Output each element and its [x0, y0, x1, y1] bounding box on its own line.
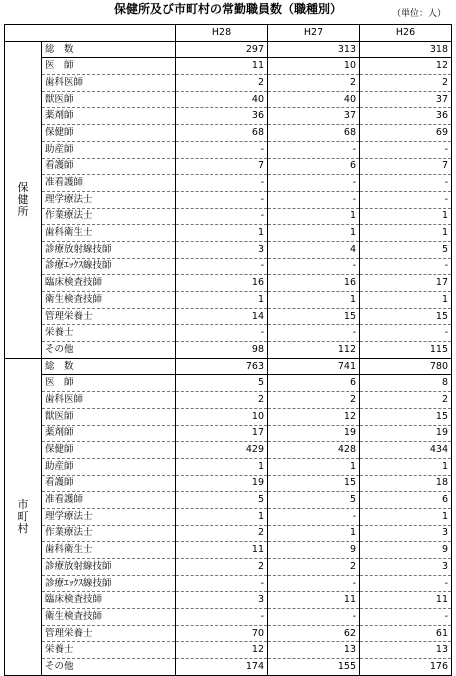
table-row — [5, 609, 452, 626]
cell-value: 19 — [360, 425, 452, 442]
cell-value: 318 — [360, 41, 452, 58]
header-year: H28 — [176, 25, 268, 42]
row-label: 管理栄養士 — [42, 625, 176, 642]
row-label: 獣医師 — [42, 408, 176, 425]
cell-value: 36 — [360, 108, 452, 125]
cell-value: 16 — [268, 275, 360, 292]
table-row — [5, 308, 452, 325]
cell-value: 14 — [176, 308, 268, 325]
row-label: 准看護師 — [42, 175, 176, 192]
cell-value: 98 — [176, 342, 268, 359]
cell-value: 2 — [176, 392, 268, 409]
cell-value: - — [176, 575, 268, 592]
cell-value: 2 — [360, 75, 452, 92]
row-label: 総 数 — [42, 358, 176, 375]
cell-value: 15 — [360, 308, 452, 325]
page-title: 保健所及び市町村の常勤職員数（職種別） — [113, 2, 342, 16]
table-row — [5, 592, 452, 609]
section-label: 市 町 村 — [5, 358, 42, 675]
cell-value: 11 — [268, 592, 360, 609]
table-row — [5, 241, 452, 258]
unit-note: （単位：人） — [391, 9, 446, 19]
cell-value: - — [176, 258, 268, 275]
cell-value: 3 — [360, 559, 452, 576]
cell-value: 8 — [360, 375, 452, 392]
cell-value: 10 — [176, 408, 268, 425]
table-row — [5, 342, 452, 359]
cell-value: 7 — [176, 158, 268, 175]
cell-value: 10 — [268, 58, 360, 75]
cell-value: 12 — [176, 642, 268, 659]
cell-value: 19 — [268, 425, 360, 442]
cell-value: 428 — [268, 442, 360, 459]
cell-value: - — [360, 175, 452, 192]
table-row — [5, 125, 452, 142]
table-row — [5, 58, 452, 75]
row-label: 薬剤師 — [42, 108, 176, 125]
row-label: 保健師 — [42, 125, 176, 142]
cell-value: 2 — [176, 525, 268, 542]
cell-value: 37 — [360, 91, 452, 108]
cell-value: 7 — [360, 158, 452, 175]
table-row — [5, 75, 452, 92]
row-label: 歯科衛生士 — [42, 542, 176, 559]
table-body — [5, 41, 452, 675]
row-label: 保健師 — [42, 442, 176, 459]
cell-value: 13 — [360, 642, 452, 659]
cell-value: 297 — [176, 41, 268, 58]
cell-value: - — [176, 609, 268, 626]
cell-value: 15 — [360, 408, 452, 425]
cell-value: 9 — [360, 542, 452, 559]
header-corner — [5, 25, 176, 42]
cell-value: 174 — [176, 659, 268, 676]
cell-value: 62 — [268, 625, 360, 642]
cell-value: 5 — [176, 492, 268, 509]
cell-value: - — [268, 575, 360, 592]
row-label: 理学療法士 — [42, 508, 176, 525]
table-row — [5, 442, 452, 459]
row-label: その他 — [42, 342, 176, 359]
header-year: H27 — [268, 25, 360, 42]
cell-value: 313 — [268, 41, 360, 58]
table-row — [5, 208, 452, 225]
row-label: 診療放射線技師 — [42, 559, 176, 576]
row-label: 診療ｴｯｸｽ線技師 — [42, 258, 176, 275]
row-label: 診療ｴｯｸｽ線技師 — [42, 575, 176, 592]
row-label: 助産師 — [42, 141, 176, 158]
cell-value: 1 — [268, 525, 360, 542]
row-label: 総 数 — [42, 41, 176, 58]
cell-value: - — [176, 141, 268, 158]
cell-value: 68 — [176, 125, 268, 142]
cell-value: 11 — [176, 58, 268, 75]
cell-value: 2 — [176, 75, 268, 92]
cell-value: 1 — [268, 458, 360, 475]
row-label: 栄養士 — [42, 325, 176, 342]
row-label: 衛生検査技師 — [42, 292, 176, 309]
cell-value: 1 — [176, 508, 268, 525]
staff-table — [4, 24, 452, 676]
table-row — [5, 375, 452, 392]
cell-value: 18 — [360, 475, 452, 492]
cell-value: 16 — [176, 275, 268, 292]
cell-value: 36 — [176, 108, 268, 125]
row-label: 栄養士 — [42, 642, 176, 659]
cell-value: - — [360, 141, 452, 158]
table-row — [5, 525, 452, 542]
cell-value: - — [268, 508, 360, 525]
cell-value: 40 — [268, 91, 360, 108]
row-label: 看護師 — [42, 158, 176, 175]
cell-value: 1 — [176, 292, 268, 309]
cell-value: 70 — [176, 625, 268, 642]
table-row — [5, 91, 452, 108]
cell-value: 11 — [176, 542, 268, 559]
cell-value: - — [268, 609, 360, 626]
table-row — [5, 258, 452, 275]
cell-value: 15 — [268, 475, 360, 492]
row-label: 歯科医師 — [42, 392, 176, 409]
cell-value: 1 — [176, 458, 268, 475]
cell-value: 1 — [268, 208, 360, 225]
table-row — [5, 625, 452, 642]
row-label: 看護師 — [42, 475, 176, 492]
cell-value: 3 — [176, 241, 268, 258]
cell-value: - — [176, 208, 268, 225]
cell-value: 429 — [176, 442, 268, 459]
row-label: 臨床検査技師 — [42, 275, 176, 292]
cell-value: 1 — [360, 508, 452, 525]
cell-value: - — [268, 258, 360, 275]
row-label: 臨床検査技師 — [42, 592, 176, 609]
cell-value: - — [360, 575, 452, 592]
cell-value: 11 — [360, 592, 452, 609]
cell-value: 115 — [360, 342, 452, 359]
cell-value: - — [268, 175, 360, 192]
cell-value: 1 — [360, 225, 452, 242]
cell-value: 37 — [268, 108, 360, 125]
row-label: 衛生検査技師 — [42, 609, 176, 626]
cell-value: 19 — [176, 475, 268, 492]
table-row — [5, 492, 452, 509]
cell-value: 9 — [268, 542, 360, 559]
row-label: 助産師 — [42, 458, 176, 475]
table-row — [5, 392, 452, 409]
row-label: 管理栄養士 — [42, 308, 176, 325]
cell-value: 112 — [268, 342, 360, 359]
table-row — [5, 292, 452, 309]
cell-value: 17 — [360, 275, 452, 292]
table-row-total — [5, 358, 452, 375]
table-row — [5, 542, 452, 559]
cell-value: 13 — [268, 642, 360, 659]
cell-value: 1 — [360, 208, 452, 225]
cell-value: 1 — [176, 225, 268, 242]
cell-value: 1 — [268, 292, 360, 309]
table-row — [5, 191, 452, 208]
cell-value: - — [360, 609, 452, 626]
cell-value: 2 — [360, 392, 452, 409]
row-label: 薬剤師 — [42, 425, 176, 442]
row-label: 獣医師 — [42, 91, 176, 108]
table-row — [5, 325, 452, 342]
row-label: 医 師 — [42, 58, 176, 75]
cell-value: 4 — [268, 241, 360, 258]
cell-value: 1 — [360, 458, 452, 475]
cell-value: 176 — [360, 659, 452, 676]
table-row — [5, 108, 452, 125]
cell-value: - — [268, 325, 360, 342]
cell-value: 741 — [268, 358, 360, 375]
cell-value: - — [360, 258, 452, 275]
cell-value: - — [268, 141, 360, 158]
table-row — [5, 275, 452, 292]
cell-value: - — [268, 191, 360, 208]
cell-value: 61 — [360, 625, 452, 642]
table-row — [5, 225, 452, 242]
table-row — [5, 642, 452, 659]
cell-value: 780 — [360, 358, 452, 375]
row-label: 歯科医師 — [42, 75, 176, 92]
cell-value: 68 — [268, 125, 360, 142]
table-row — [5, 559, 452, 576]
cell-value: 5 — [360, 241, 452, 258]
cell-value: 5 — [268, 492, 360, 509]
table-row — [5, 425, 452, 442]
table-row — [5, 575, 452, 592]
table-row — [5, 659, 452, 676]
table-row — [5, 408, 452, 425]
cell-value: 2 — [268, 559, 360, 576]
table-row — [5, 508, 452, 525]
row-label: 作業療法士 — [42, 208, 176, 225]
table-row-total — [5, 41, 452, 58]
cell-value: - — [360, 325, 452, 342]
cell-value: 1 — [268, 225, 360, 242]
cell-value: 5 — [176, 375, 268, 392]
table-row — [5, 458, 452, 475]
cell-value: 15 — [268, 308, 360, 325]
table-row — [5, 475, 452, 492]
cell-value: 40 — [176, 91, 268, 108]
header-row — [5, 25, 452, 42]
row-label: 理学療法士 — [42, 191, 176, 208]
cell-value: - — [176, 325, 268, 342]
cell-value: 6 — [268, 375, 360, 392]
section-label: 保 健 所 — [5, 41, 42, 358]
cell-value: 2 — [176, 559, 268, 576]
cell-value: 12 — [360, 58, 452, 75]
header-year: H26 — [360, 25, 452, 42]
cell-value: 17 — [176, 425, 268, 442]
cell-value: 1 — [360, 292, 452, 309]
cell-value: 6 — [268, 158, 360, 175]
cell-value: 69 — [360, 125, 452, 142]
cell-value: 763 — [176, 358, 268, 375]
cell-value: 434 — [360, 442, 452, 459]
row-label: その他 — [42, 659, 176, 676]
table-row — [5, 141, 452, 158]
row-label: 作業療法士 — [42, 525, 176, 542]
cell-value: 3 — [360, 525, 452, 542]
cell-value: 155 — [268, 659, 360, 676]
cell-value: 2 — [268, 75, 360, 92]
row-label: 歯科衛生士 — [42, 225, 176, 242]
cell-value: 6 — [360, 492, 452, 509]
row-label: 准看護師 — [42, 492, 176, 509]
row-label: 診療放射線技師 — [42, 241, 176, 258]
row-label: 医 師 — [42, 375, 176, 392]
cell-value: - — [176, 175, 268, 192]
cell-value: 2 — [268, 392, 360, 409]
cell-value: 12 — [268, 408, 360, 425]
table-row — [5, 158, 452, 175]
cell-value: - — [360, 191, 452, 208]
table-row — [5, 175, 452, 192]
cell-value: 3 — [176, 592, 268, 609]
cell-value: - — [176, 191, 268, 208]
